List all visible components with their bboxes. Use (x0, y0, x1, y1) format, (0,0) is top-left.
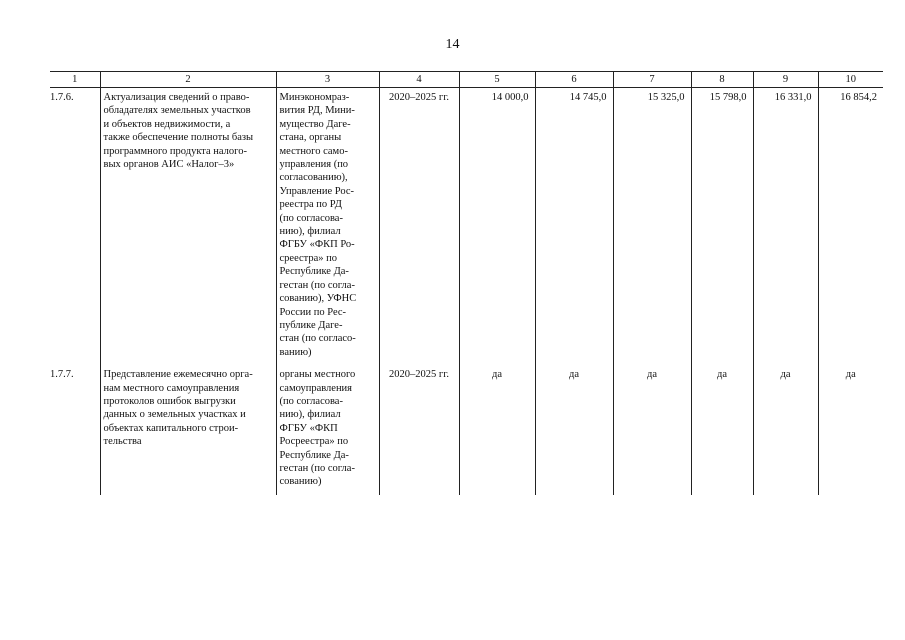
text-line: нию), филиал (279, 409, 341, 421)
measure-description (100, 88, 276, 366)
text-line: ФГБУ «ФКП Ро- (279, 239, 355, 251)
text-line: нам местного самоуправления (103, 382, 240, 394)
text-line: тельства (103, 436, 142, 448)
text-line: Управление Рос- (279, 185, 355, 197)
text-line: местного само- (279, 145, 348, 157)
text-line: управления (по (279, 159, 349, 171)
row-number: 1.7.6. (50, 88, 100, 366)
text-line: протоколов ошибок выгрузки (103, 395, 236, 407)
value-cell: 14 745,0 (535, 88, 613, 366)
value-cell: 15 325,0 (613, 88, 691, 366)
page-number: 14 (445, 37, 460, 52)
text-line: объектах капитального строи- (103, 422, 239, 434)
header-cell-6: 6 (535, 72, 613, 88)
text-line: также обеспечение полноты базы (103, 132, 254, 144)
header-cell-4: 4 (379, 72, 459, 88)
text-line: гестан (по согла- (279, 462, 355, 474)
text-line: стана, органы (279, 132, 342, 144)
text-line: согласованию), (279, 172, 348, 184)
value-cell: да (753, 365, 818, 495)
measure-description (100, 365, 276, 495)
header-cell-8: 8 (691, 72, 753, 88)
text-line: мущество Даге- (279, 118, 351, 130)
text-line: Росреестра» по (279, 436, 349, 448)
text-line: (по согласова- (279, 212, 343, 224)
header-cell-10: 10 (818, 72, 883, 88)
text-line: России по Рес- (279, 306, 347, 318)
text-line: программного продукта налого- (103, 145, 247, 157)
text-line: среестра» по (279, 252, 338, 264)
text-line: и объектов недвижимости, а (103, 118, 231, 130)
text-line: ванию) (279, 346, 312, 358)
text-line: органы местного (279, 369, 356, 381)
header-cell-9: 9 (753, 72, 818, 88)
program-table (50, 71, 883, 495)
responsible-parties (276, 88, 379, 366)
header-row (50, 72, 883, 88)
text-line: Представление ежемесячно орга- (103, 369, 253, 381)
value-cell: 16 331,0 (753, 88, 818, 366)
period-cell: 2020–2025 гг. (379, 365, 459, 495)
value-cell: 14 000,0 (459, 88, 535, 366)
value-cell: да (691, 365, 753, 495)
table-row (50, 365, 883, 495)
text-line: данных о земельных участках и (103, 409, 246, 421)
value-cell: да (459, 365, 535, 495)
header-cell-7: 7 (613, 72, 691, 88)
value-cell: 15 798,0 (691, 88, 753, 366)
period-cell: 2020–2025 гг. (379, 88, 459, 366)
responsible-parties (276, 365, 379, 495)
text-line: нию), филиал (279, 226, 341, 238)
value-cell: 16 854,2 (818, 88, 883, 366)
header-cell-2: 2 (100, 72, 276, 88)
text-line: публике Даге- (279, 319, 343, 331)
text-line: Республике Да- (279, 449, 349, 461)
text-line: самоуправления (279, 382, 353, 394)
text-line: реестра по РД (279, 199, 342, 211)
text-line: обладателях земельных участков (103, 105, 251, 117)
header-cell-3: 3 (276, 72, 379, 88)
table-row (50, 88, 883, 366)
header-cell-5: 5 (459, 72, 535, 88)
text-line: стан (по согласо- (279, 333, 356, 345)
header-cell-1: 1 (50, 72, 100, 88)
text-line: Актуализация сведений о право- (103, 92, 250, 103)
value-cell: да (818, 365, 883, 495)
text-line: (по согласова- (279, 395, 343, 407)
value-cell: да (613, 365, 691, 495)
text-line: гестан (по согла- (279, 279, 355, 291)
text-line: вития РД, Мини- (279, 105, 355, 117)
value-cell: да (535, 365, 613, 495)
text-line: сованию) (279, 476, 322, 488)
text-line: ФГБУ «ФКП (279, 422, 338, 434)
text-line: Республике Да- (279, 266, 349, 278)
text-line: сованию), УФНС (279, 293, 357, 305)
text-line: Минэкономраз- (279, 92, 350, 103)
text-line: вых органов АИС «Налог–3» (103, 159, 235, 171)
row-number: 1.7.7. (50, 365, 100, 495)
